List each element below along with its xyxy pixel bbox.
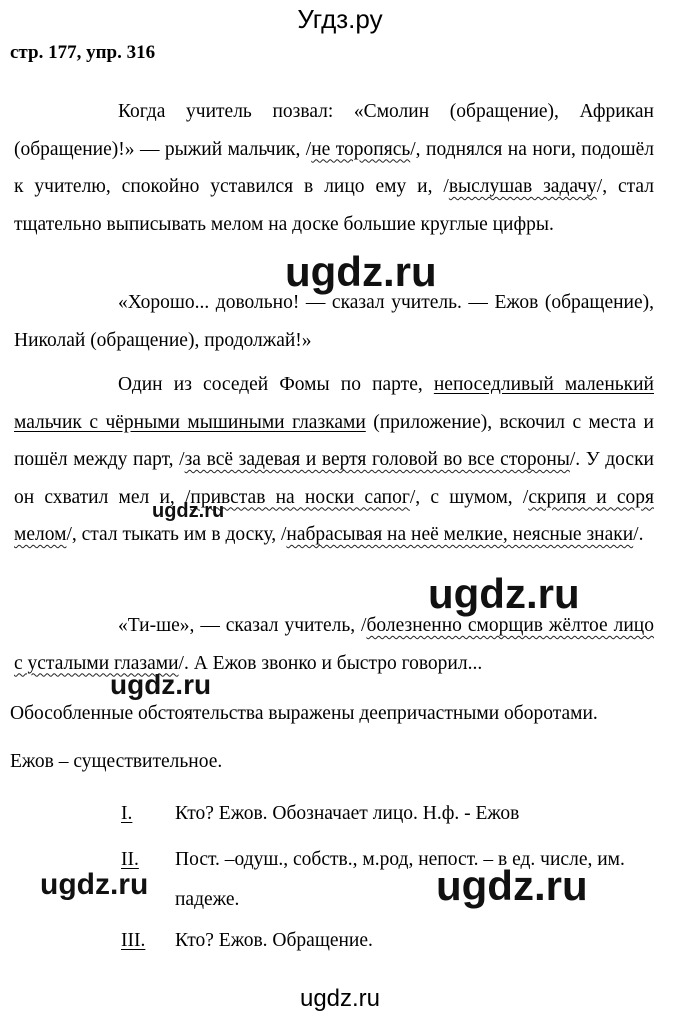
analysis-title: Ежов – существительное. — [10, 751, 223, 772]
text-segment: /. У доски он схватил мел и, / — [14, 449, 654, 508]
watermark: ugdz.ru — [285, 248, 437, 295]
adverbial-phrase: выслушав задачу — [448, 176, 597, 197]
watermark: ugdz.ru — [436, 862, 588, 909]
adverbial-phrase: набрасывая на неё мелкие, неясные знаки — [286, 524, 634, 545]
adverbial-phrase: скрипя и соря мелом — [14, 486, 655, 545]
adverbial-phrase: болезненно сморщив жёлтое лицо с усталыми глазами — [14, 615, 654, 674]
text-segment: /. А Ежов звонко и быстро говорил... — [178, 652, 483, 674]
item-text: Кто? Ежов. Обращение. — [175, 930, 373, 951]
watermark: ugdz.ru — [40, 868, 149, 901]
text-segment: /, с шумом, / — [409, 486, 529, 508]
appositive-phrase: непоседливый маленький мальчик с чёрными мышиными глазками — [14, 374, 654, 433]
text-segment: /, стал тыкать им в доску, / — [66, 524, 287, 545]
site-title: Угдз.ру — [297, 4, 383, 34]
adverbial-phrase: привстав на носки сапог — [190, 486, 410, 508]
text-segment: (приложение), вскочил с места и пошёл между парт, / — [14, 411, 654, 470]
text-segment: /, поднялся на ноги, подошёл к учителю, спокойно уставился в лицо ему и, / — [14, 138, 654, 197]
paragraph-3 — [14, 366, 654, 554]
watermark: ugdz.ru — [152, 500, 225, 522]
watermark: ugdz.ru — [428, 570, 580, 617]
paragraph-2: «Хорошо... довольно! — сказал учитель. — Ежов (обращение), Николай (обращение), продолжай!» — [14, 292, 654, 351]
item-text: Кто? Ежов. Обозначает лицо. Н.ф. - Ежов — [175, 803, 520, 824]
item-number: II. — [121, 849, 139, 870]
text-segment: Когда учитель позвал: «Смолин (обращение), Африкан (обращение)!» — рыжий мальчик, / — [14, 101, 654, 160]
text-segment: /, стал тщательно выписывать мелом на доске большие круглые цифры. — [14, 176, 654, 235]
text-segment: «Ти-ше», — сказал учитель, / — [118, 615, 367, 636]
conclusion-text: Обособленные обстоятельства выражены деепричастными оборотами. — [10, 703, 598, 724]
task-heading: стр. 177, упр. 316 — [10, 42, 156, 63]
adverbial-phrase: за всё задевая и вертя головой во все стороны — [184, 449, 570, 470]
adverbial-phrase: не торопясь — [311, 138, 411, 160]
watermark: ugdz.ru — [110, 669, 212, 700]
item-text: Пост. –одуш., собств., м.род, непост. – в ед. числе, им. падеже. — [175, 849, 625, 910]
site-footer: ugdz.ru — [299, 985, 381, 1012]
item-number: III. — [121, 930, 146, 951]
text-segment: /. — [633, 524, 644, 545]
paragraph-1 — [14, 93, 654, 243]
text-segment: Один из соседей Фомы по парте, — [118, 374, 434, 395]
item-number: I. — [121, 803, 133, 824]
